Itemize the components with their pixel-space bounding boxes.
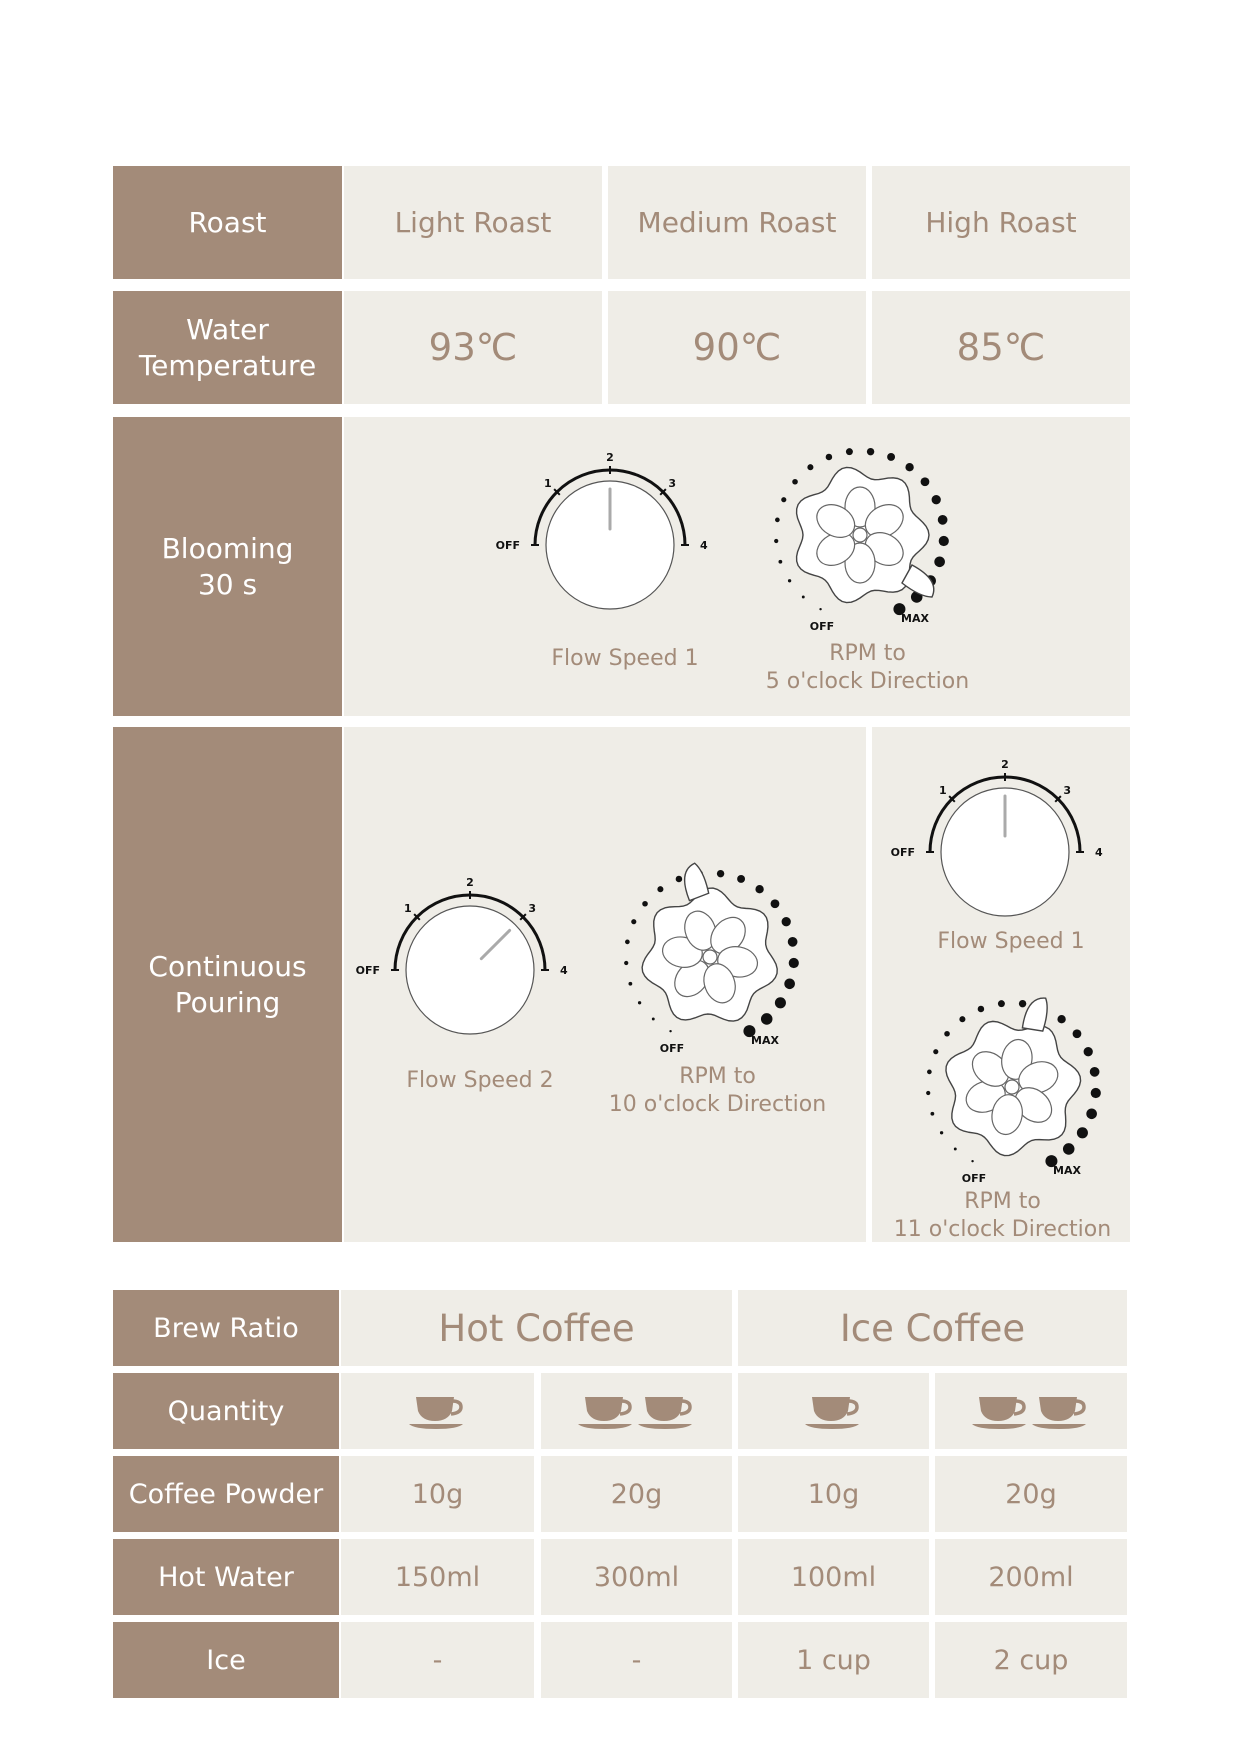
rpm-scale-dot (775, 518, 780, 523)
knob-tick-label: 4 (1095, 846, 1103, 859)
rpm-scale-dot (1086, 1108, 1097, 1119)
rpm-scale-dot (1091, 1088, 1101, 1098)
water-temp-high: 85℃ (872, 291, 1130, 404)
coffee-powder-value: 10g (738, 1456, 929, 1532)
quantity-cell (935, 1373, 1127, 1449)
knob-tick-label: 2 (466, 876, 474, 889)
rpm-scale-dot (717, 870, 724, 877)
knob-tick-label: 3 (528, 901, 537, 915)
rpm-flower-dial (923, 995, 1097, 1170)
rpm-scale-dot (788, 937, 798, 947)
quantity-header: Quantity (113, 1373, 339, 1449)
rpm-scale-dot (846, 448, 853, 455)
rpm-scale-dot (1077, 1127, 1088, 1138)
two-cups-icon (577, 1391, 697, 1431)
knob-tick-label: 2 (606, 451, 614, 464)
rpm-knob-icon (760, 440, 960, 633)
hot-coffee-header: Hot Coffee (341, 1290, 732, 1366)
water-temp-medium: 90℃ (608, 291, 866, 404)
pouring-rpm-label (595, 1063, 840, 1119)
blooming-flow-speed-label: Flow Speed 1 (551, 646, 699, 671)
rpm-scale-dot (771, 899, 780, 908)
ice-value: 2 cup (935, 1622, 1127, 1698)
rpm-scale-dot (954, 1148, 957, 1151)
pouring-flow-speed-label: Flow Speed 2 (406, 1068, 554, 1093)
rpm-scale-dot (887, 453, 895, 461)
coffee-powder-value: 10g (341, 1456, 534, 1532)
knob-tick-label: 4 (700, 539, 708, 552)
rpm-scale-dot (826, 454, 833, 461)
pouring-rpm-line2: 10 o'clock Direction (608, 1092, 827, 1117)
high-rpm-line2: 11 o'clock Direction (893, 1217, 1112, 1242)
rpm-scale-dot (926, 1091, 930, 1095)
rpm-max-label: MAX (751, 1034, 779, 1047)
blooming-rpm-line1: RPM to (829, 641, 906, 666)
water-temperature-header (113, 291, 342, 404)
continuous-pouring-header (113, 727, 342, 1242)
high-rpm-label (880, 1188, 1125, 1244)
blooming-header (113, 417, 342, 716)
knob-tick-label: 1 (403, 901, 412, 915)
brew-ratio-header: Brew Ratio (113, 1290, 339, 1366)
rpm-scale-dot (755, 885, 763, 893)
rpm-scale-dot (638, 1001, 641, 1004)
quantity-cell (738, 1373, 929, 1449)
rpm-max-label: MAX (1053, 1164, 1081, 1177)
rpm-scale-dot (932, 495, 941, 504)
knob-tick-label: 2 (1001, 758, 1009, 771)
rpm-scale-dot (737, 875, 745, 883)
coffee-powder-header: Coffee Powder (113, 1456, 339, 1532)
rpm-scale-dot (775, 997, 786, 1008)
water-temperature-label: Water Temperature (138, 312, 317, 382)
rpm-scale-dot (774, 539, 778, 543)
rpm-scale-dot (1073, 1029, 1082, 1038)
quantity-cell (341, 1373, 534, 1449)
rpm-scale-dot (867, 448, 874, 455)
knob-dial (406, 906, 534, 1034)
hot-water-value: 150ml (341, 1539, 534, 1615)
quantity-cell (541, 1373, 732, 1449)
hot-water-value: 300ml (541, 1539, 732, 1615)
rpm-scale-dot (789, 958, 799, 968)
continuous-label: Continuous (148, 949, 307, 983)
rpm-scale-dot (933, 1049, 938, 1054)
rpm-flower-dial (797, 467, 934, 602)
ice-value: - (341, 1622, 534, 1698)
rpm-scale-dot (669, 1030, 671, 1032)
roast-medium: Medium Roast (608, 166, 866, 279)
hot-water-header: Hot Water (113, 1539, 339, 1615)
knob-tick-label: 4 (560, 964, 568, 977)
rpm-scale-dot (628, 982, 632, 986)
rpm-scale-dot (1063, 1143, 1075, 1155)
knob-tick-label: OFF (355, 964, 380, 977)
coffee-powder-value: 20g (541, 1456, 732, 1532)
rpm-scale-dot (998, 1000, 1005, 1007)
rpm-scale-dot (938, 515, 948, 525)
rpm-knob-icon (912, 992, 1112, 1185)
high-rpm-line1: RPM to (964, 1189, 1041, 1214)
hot-water-value: 200ml (935, 1539, 1127, 1615)
rpm-scale-dot (940, 1131, 943, 1134)
flow-knob-icon (495, 445, 710, 615)
rpm-off-label: OFF (961, 1172, 987, 1185)
coffee-cup-icon (637, 1391, 697, 1431)
rpm-scale-dot (807, 464, 813, 470)
blooming-panel (344, 417, 1130, 716)
roast-light: Light Roast (344, 166, 602, 279)
ice-header: Ice (113, 1622, 339, 1698)
rpm-off-label: OFF (809, 620, 835, 633)
rpm-max-label: MAX (901, 612, 929, 625)
coffee-cup-icon (408, 1391, 468, 1431)
coffee-cup-icon (804, 1391, 864, 1431)
rpm-scale-dot (642, 901, 648, 907)
rpm-scale-dot (761, 1013, 773, 1025)
rpm-scale-dot (978, 1006, 985, 1013)
knob-tick-label: OFF (890, 846, 915, 859)
coffee-cup-icon (577, 1391, 637, 1431)
coffee-powder-value: 20g (935, 1456, 1127, 1532)
rpm-scale-dot (782, 917, 791, 926)
two-cups-icon (971, 1391, 1091, 1431)
rpm-scale-dot (781, 497, 786, 502)
rpm-scale-dot (1019, 1000, 1026, 1007)
rpm-scale-dot (944, 1031, 950, 1037)
coffee-cup-icon (1031, 1391, 1091, 1431)
rpm-scale-dot (921, 477, 930, 486)
rpm-scale-dot (819, 608, 821, 610)
rpm-scale-dot (802, 596, 805, 599)
blooming-rpm-line2: 5 o'clock Direction (765, 669, 970, 694)
rpm-scale-dot (1084, 1047, 1093, 1056)
pouring-label: Pouring (174, 985, 281, 1019)
rpm-scale-dot (652, 1018, 655, 1021)
cup-icon (408, 1391, 468, 1431)
rpm-scale-dot (1090, 1067, 1100, 1077)
knob-tick-label: 3 (668, 476, 677, 490)
rpm-scale-dot (927, 1070, 932, 1075)
rpm-scale-dot (959, 1016, 965, 1022)
rpm-off-label: OFF (659, 1042, 685, 1055)
rpm-scale-dot (939, 536, 949, 546)
rpm-scale-dot (631, 919, 636, 924)
rpm-scale-dot (930, 1112, 934, 1116)
rpm-scale-dot (934, 556, 945, 567)
pouring-rpm-line1: RPM to (679, 1064, 756, 1089)
knob-tick-label: 1 (543, 476, 552, 490)
cup-icon (804, 1391, 864, 1431)
roast-header: Roast (113, 166, 342, 279)
ice-value: - (541, 1622, 732, 1698)
rpm-scale-dot (792, 479, 798, 485)
rpm-scale-dot (1057, 1015, 1065, 1023)
rpm-scale-dot (624, 961, 628, 965)
rpm-knob-icon (610, 862, 810, 1055)
rpm-scale-dot (676, 876, 683, 883)
hot-water-value: 100ml (738, 1539, 929, 1615)
blooming-duration: 30 s (197, 567, 258, 601)
blooming-label: Blooming (161, 531, 294, 565)
rpm-scale-dot (905, 463, 913, 471)
blooming-rpm-label (745, 640, 990, 696)
rpm-flower-dial (610, 858, 802, 1050)
rpm-scale-dot (784, 978, 795, 989)
ice-value: 1 cup (738, 1622, 929, 1698)
coffee-cup-icon (971, 1391, 1031, 1431)
roast-high: High Roast (872, 166, 1130, 279)
knob-tick-label: OFF (495, 539, 520, 552)
ice-coffee-header: Ice Coffee (738, 1290, 1127, 1366)
rpm-scale-dot (778, 560, 782, 564)
rpm-scale-dot (657, 886, 663, 892)
water-temp-light: 93℃ (344, 291, 602, 404)
knob-tick-label: 1 (938, 783, 947, 797)
knob-tick-label: 3 (1063, 783, 1072, 797)
rpm-scale-dot (625, 940, 630, 945)
high-flow-speed-label: Flow Speed 1 (937, 929, 1085, 954)
flow-knob-icon (890, 752, 1105, 922)
rpm-scale-dot (971, 1160, 973, 1162)
flow-knob-icon (355, 870, 570, 1040)
rpm-scale-dot (788, 579, 791, 582)
